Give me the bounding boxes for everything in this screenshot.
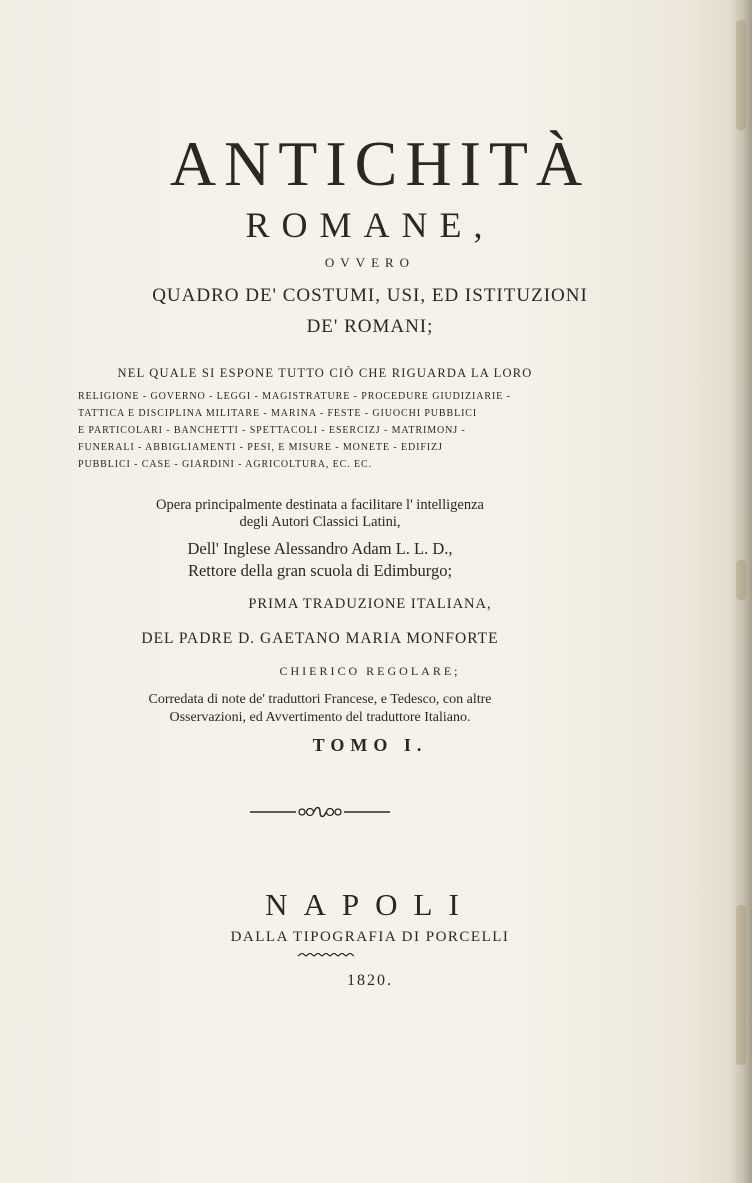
notes-line-2: Osservazioni, ed Avvertimento del traduttore Italiano. [169, 710, 471, 725]
quadro-line-1: QUADRO DE' COSTUMI, USI, ED ISTITUZIONI [152, 285, 588, 306]
publication-place: NAPOLI [265, 887, 475, 922]
small-ornament-icon [298, 953, 354, 959]
notes-line-1: Corredata di note de' traduttori Francese, e Tedesco, con altre [148, 692, 492, 707]
topics-line: PUBBLICI - CASE - GIARDINI - AGRICOLTURA, EC. EC. [78, 459, 373, 470]
topics-list [78, 388, 576, 473]
topics-line: E PARTICOLARI - BANCHETTI - SPETTACOLI - ESERCIZJ - MATRIMONJ - [78, 425, 466, 436]
ovvero-text: OVVERO [324, 255, 416, 270]
quadro-line-2: DE' ROMANI; [306, 316, 434, 337]
ornament-rule-icon [248, 802, 392, 822]
translator-line: DEL PADRE D. GAETANO MARIA MONFORTE [141, 630, 499, 647]
volume-number: TOMO I. [312, 735, 428, 755]
nel-quale-line: NEL QUALE SI ESPONE TUTTO CIÒ CHE RIGUARDA LA LORO [117, 366, 533, 380]
author-line-1: Dell' Inglese Alessandro Adam L. L. D., [187, 539, 453, 558]
topics-line: TATTICA E DISCIPLINA MILITARE - MARINA - FESTE - GIUOCHI PUBBLICI [78, 408, 478, 419]
publication-year: 1820. [347, 972, 393, 989]
topics-line: RELIGIONE - GOVERNO - LEGGI - MAGISTRATURE - PROCEDURE GIUDIZIARIE - [78, 391, 511, 402]
edge-stain [736, 560, 746, 600]
edge-stain [736, 20, 746, 130]
translation-line: PRIMA TRADUZIONE ITALIANA, [248, 596, 492, 612]
opera-line-2: degli Autori Classici Latini, [239, 514, 401, 530]
opera-line-1: Opera principalmente destinata a facilitare l' intelligenza [156, 497, 484, 513]
topics-line: FUNERALI - ABBIGLIAMENTI - PESI, E MISURE - MONETE - EDIFIZJ [78, 442, 443, 453]
edge-stain [736, 905, 746, 1065]
printer-line: DALLA TIPOGRAFIA DI PORCELLI [230, 929, 510, 945]
author-line-2: Rettore della gran scuola di Edimburgo; [187, 561, 453, 580]
translator-title: CHIERICO REGOLARE; [279, 664, 461, 678]
book-subtitle: ROMANE, [245, 205, 495, 245]
book-title: ANTICHITÀ [169, 128, 591, 199]
